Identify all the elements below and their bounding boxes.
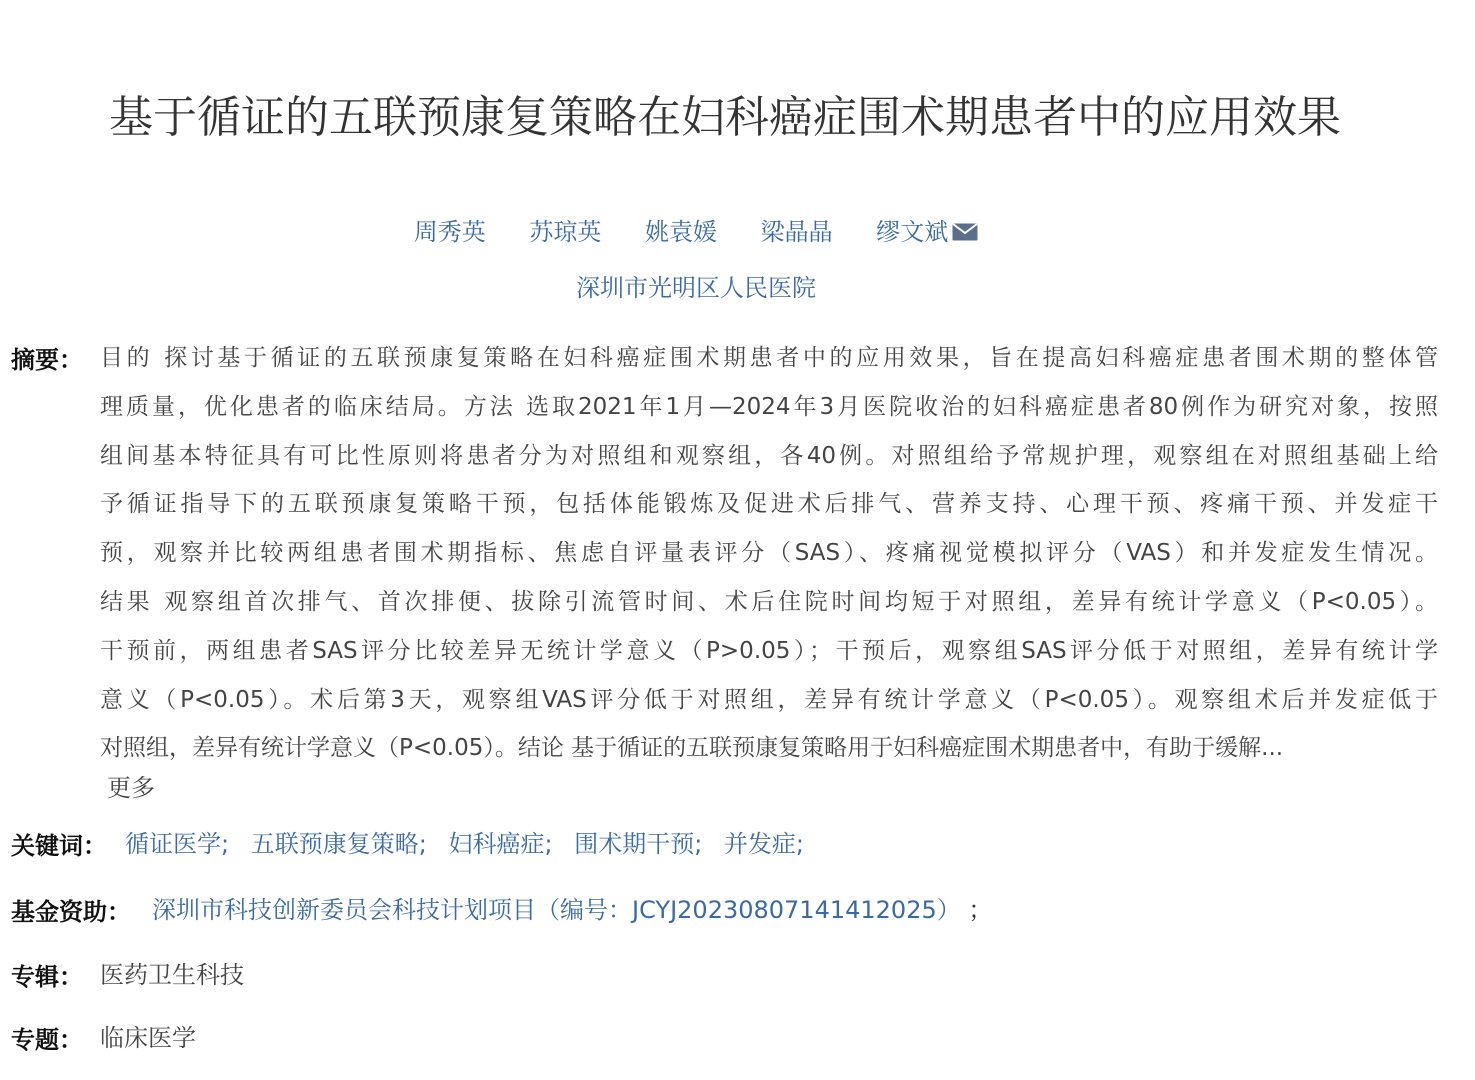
keyword-link[interactable]: 围术期干预; (574, 830, 703, 858)
abstract-line: 干预前，两组患者SAS评分比较差异无统计学意义（P>0.05）；干预后，观察组SAS评分低于对照组，差异有统计学 (100, 637, 1438, 664)
abstract-line: 予循证指导下的五联预康复策略干预，包括体能锻炼及促进术后排气、营养支持、心理干预、疼痛干预、并发症干 (100, 491, 1438, 518)
author-list (0, 212, 1392, 252)
author-organization[interactable]: 深圳市光明区人民医院 (576, 274, 816, 302)
abstract-line: 预，观察并比较两组患者围术期指标、焦虑自评量表评分（SAS）、疼痛视觉模拟评分（VAS）和并发症发生情况。 (100, 540, 1438, 567)
album-value: 医药卫生科技 (100, 961, 244, 989)
mail-icon[interactable] (952, 223, 978, 241)
author-link[interactable]: 梁晶晶 (760, 218, 833, 246)
author-link[interactable]: 苏琼英 (529, 218, 602, 246)
keyword-link[interactable]: 并发症; (723, 830, 805, 858)
keyword-list (125, 826, 818, 862)
funding-link[interactable]: 深圳市科技创新委员会科技计划项目（编号：JCYJ20230807141412025） (152, 896, 961, 924)
author-link[interactable]: 缪文斌 (876, 218, 949, 246)
abstract-line: 理质量，优化患者的临床结局。方法 选取2021年1月—2024年3月医院收治的妇科癌症患者80例作为研究对象，按照 (100, 393, 1438, 420)
topic-label: 专题： (11, 1026, 83, 1054)
abstract-line: 组间基本特征具有可比性原则将患者分为对照组和观察组，各40例。对照组给予常规护理，观察组在对照组基础上给 (100, 442, 1438, 469)
abstract-line: 目的 探讨基于循证的五联预康复策略在妇科癌症围术期患者中的应用效果，旨在提高妇科癌症患者围术期的整体管 (100, 345, 1438, 371)
keywords-label: 关键词： (11, 832, 107, 860)
funding-value (152, 892, 992, 928)
author-link[interactable]: 周秀英 (413, 218, 486, 246)
funding-label: 基金资助： (11, 898, 131, 926)
more-button[interactable]: 更多 (107, 774, 155, 802)
corresponding-author (876, 212, 978, 252)
funding-suffix: ； (968, 896, 993, 924)
author-link[interactable]: 姚袁媛 (645, 218, 717, 246)
keyword-link[interactable]: 五联预康复策略; (250, 830, 427, 858)
abstract-line: 对照组，差异有统计学意义（P<0.05）。结论 基于循证的五联预康复策略用于妇科癌症围术期患者中，有助于缓解... (100, 735, 1284, 762)
topic-value: 临床医学 (100, 1024, 196, 1052)
abstract-line: 结果 观察组首次排气、首次排便、拔除引流管时间、术后住院时间均短于对照组，差异有统计学意义（P<0.05）。 (100, 588, 1438, 615)
article-title: 基于循证的五联预康复策略在妇科癌症围术期患者中的应用效果 (109, 92, 1341, 143)
abstract-label: 摘要： (11, 346, 83, 374)
abstract-text (100, 334, 1438, 773)
album-label: 专辑： (11, 963, 83, 991)
abstract-line: 意义（P<0.05）。术后第3天，观察组VAS评分低于对照组，差异有统计学意义（P<0.05）。观察组术后并发症低于 (100, 686, 1438, 713)
keyword-link[interactable]: 循证医学; (125, 830, 230, 858)
keyword-link[interactable]: 妇科癌症; (448, 830, 553, 858)
